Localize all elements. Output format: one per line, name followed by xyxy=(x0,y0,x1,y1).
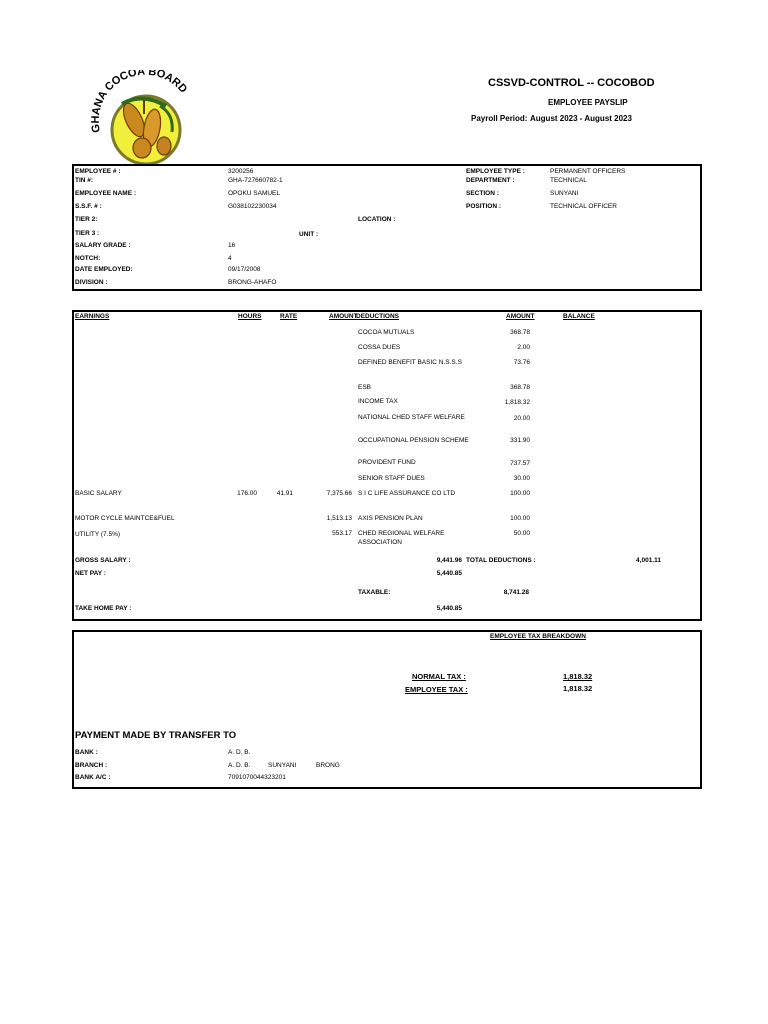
bank-account-label: BANK A/C : xyxy=(75,774,111,781)
location-label: LOCATION : xyxy=(358,216,396,223)
cocoa-pod-emblem-icon xyxy=(82,70,200,170)
employee-info-box xyxy=(72,164,702,291)
department-value: TECHNICAL xyxy=(550,177,587,184)
deduction-name: DEFINED BENEFIT BASIC N.S.S.S xyxy=(358,359,462,366)
employee-no-value: 3200256 xyxy=(228,168,254,175)
date-employed-value: 09/17/2008 xyxy=(228,266,261,273)
deduction-name: S I C LIFE ASSURANCE CO LTD xyxy=(358,490,456,497)
section-label: SECTION : xyxy=(466,190,499,197)
net-pay-value: 5,440.85 xyxy=(436,570,462,577)
deduction-name: SENIOR STAFF DUES xyxy=(358,475,425,482)
notch-label: NOTCH: xyxy=(75,255,101,262)
employee-tax-label: EMPLOYEE TAX : xyxy=(405,685,468,694)
tier3-label: TIER 3 : xyxy=(75,230,100,237)
deduction-amount: 1,818.32 xyxy=(504,399,530,406)
earning-amount: 7,375.66 xyxy=(326,490,352,497)
deduction-amount: 100.00 xyxy=(510,515,530,522)
taxable-value: 8,741.28 xyxy=(503,589,529,596)
salary-grade-value: 16 xyxy=(228,242,236,249)
tax-breakdown-title: EMPLOYEE TAX BREAKDOWN xyxy=(490,633,586,640)
payment-title: PAYMENT MADE BY TRANSFER TO xyxy=(75,730,237,741)
department-label: DEPARTMENT : xyxy=(466,177,515,184)
division-value: BRONG-AHAFO xyxy=(228,279,277,286)
employee-name-label: EMPLOYEE NAME : xyxy=(75,190,137,197)
earning-name: MOTOR CYCLE MAINTCE&FUEL xyxy=(75,515,175,522)
deduction-name: OCCUPATIONAL PENSION SCHEME xyxy=(358,437,469,444)
take-home-pay-value: 5,440.85 xyxy=(436,605,462,612)
normal-tax-value: 1,818.32 xyxy=(563,672,593,681)
deduction-name: PROVIDENT FUND xyxy=(358,459,416,466)
org-title: CSSVD-CONTROL -- COCOBOD xyxy=(488,77,655,89)
deduction-amount: 368.78 xyxy=(510,384,530,391)
payroll-period-label: Payroll Period: xyxy=(471,114,528,123)
earning-name: BASIC SALARY xyxy=(75,490,122,497)
tier2-label: TIER 2: xyxy=(75,216,98,223)
employee-type-label: EMPLOYEE TYPE : xyxy=(466,168,525,175)
deduction-amount: 368.78 xyxy=(510,329,530,336)
ssf-value: G038102230034 xyxy=(228,203,277,210)
employee-no-label: EMPLOYEE # : xyxy=(75,168,121,175)
hours-header: HOURS xyxy=(238,313,262,320)
deduction-name: ESB xyxy=(358,384,372,391)
branch-bank-value: A. D. B. xyxy=(228,762,251,769)
deduction-name: COSSA DUES xyxy=(358,344,401,351)
employee-tax-value: 1,818.32 xyxy=(563,684,593,693)
deduction-name: INCOME TAX xyxy=(358,398,398,405)
deduction-name: NATIONAL CHED STAFF WELFARE xyxy=(358,414,465,421)
position-value: TECHNICAL OFFICER xyxy=(550,203,617,210)
section-value: SUNYANI xyxy=(550,190,579,197)
deduction-amount: 2.00 xyxy=(517,344,530,351)
tin-value: GHA-727660782-1 xyxy=(228,177,283,184)
unit-label: UNIT : xyxy=(299,231,319,238)
deduction-amount: 20.00 xyxy=(513,415,530,422)
salary-grade-label: SALARY GRADE : xyxy=(75,242,131,249)
branch-region-value: BRONG xyxy=(316,762,340,769)
deduction-name-continued: ASSOCIATION xyxy=(358,539,402,546)
notch-value: 4 xyxy=(228,255,232,262)
deduction-amount-header: AMOUNT xyxy=(506,313,535,320)
deduction-amount: 737.57 xyxy=(510,460,530,467)
tin-label: TIN #: xyxy=(75,177,94,184)
gross-salary-value: 9,441.96 xyxy=(436,557,462,564)
earning-name: UTILITY (7.5%) xyxy=(75,531,121,538)
normal-tax-label: NORMAL TAX : xyxy=(412,672,466,681)
deduction-amount: 50.00 xyxy=(513,530,530,537)
branch-town-value: SUNYANI xyxy=(268,762,297,769)
total-deductions-label: TOTAL DEDUCTIONS : xyxy=(466,557,536,564)
taxable-label: TAXABLE: xyxy=(358,589,391,596)
gross-salary-label: GROSS SALARY : xyxy=(75,557,131,564)
deduction-amount: 331.90 xyxy=(510,437,530,444)
logo xyxy=(82,70,200,170)
payroll-period-value: August 2023 - August 2023 xyxy=(530,114,632,123)
amount-header: AMOUNT xyxy=(329,313,358,320)
bank-account-value: 7091070044323201 xyxy=(228,774,286,781)
balance-header: BALANCE xyxy=(563,313,595,320)
date-employed-label: DATE EMPLOYED: xyxy=(75,266,133,273)
rate-header: RATE xyxy=(280,313,298,320)
logo-text: GHANA COCOA BOARD xyxy=(89,70,190,134)
earning-amount: 553.17 xyxy=(332,530,352,537)
deduction-name: AXIS PENSION PLAN xyxy=(358,515,423,522)
deduction-name: COCOA MUTUALS xyxy=(358,329,415,336)
tax-payment-box xyxy=(72,630,702,789)
bank-label: BANK : xyxy=(75,749,98,756)
division-label: DIVISION : xyxy=(75,279,108,286)
employee-type-value: PERMANENT OFFICERS xyxy=(550,168,626,175)
deductions-header: DEDUCTIONS xyxy=(356,313,399,320)
deduction-name: CHED REGIONAL WELFARE xyxy=(358,530,445,537)
deduction-amount: 30.00 xyxy=(513,475,530,482)
bank-value: A. D. B. xyxy=(228,749,251,756)
ssf-label: S.S.F. # : xyxy=(75,203,102,210)
employee-name-value: OPOKU SAMUEL xyxy=(228,190,281,197)
earning-hours: 176.00 xyxy=(237,490,257,497)
earning-amount: 1,513.13 xyxy=(326,515,352,522)
net-pay-label: NET PAY : xyxy=(75,570,106,577)
deduction-amount: 73.76 xyxy=(513,359,530,366)
total-deductions-value: 4,001.11 xyxy=(636,557,661,564)
deduction-amount: 100.00 xyxy=(510,490,530,497)
earning-rate: 41.91 xyxy=(276,490,293,497)
take-home-pay-label: TAKE HOME PAY : xyxy=(75,605,132,612)
branch-label: BRANCH : xyxy=(75,762,108,769)
doc-title: EMPLOYEE PAYSLIP xyxy=(548,98,628,107)
position-label: POSITION : xyxy=(466,203,502,210)
earnings-header: EARNINGS xyxy=(75,313,110,320)
